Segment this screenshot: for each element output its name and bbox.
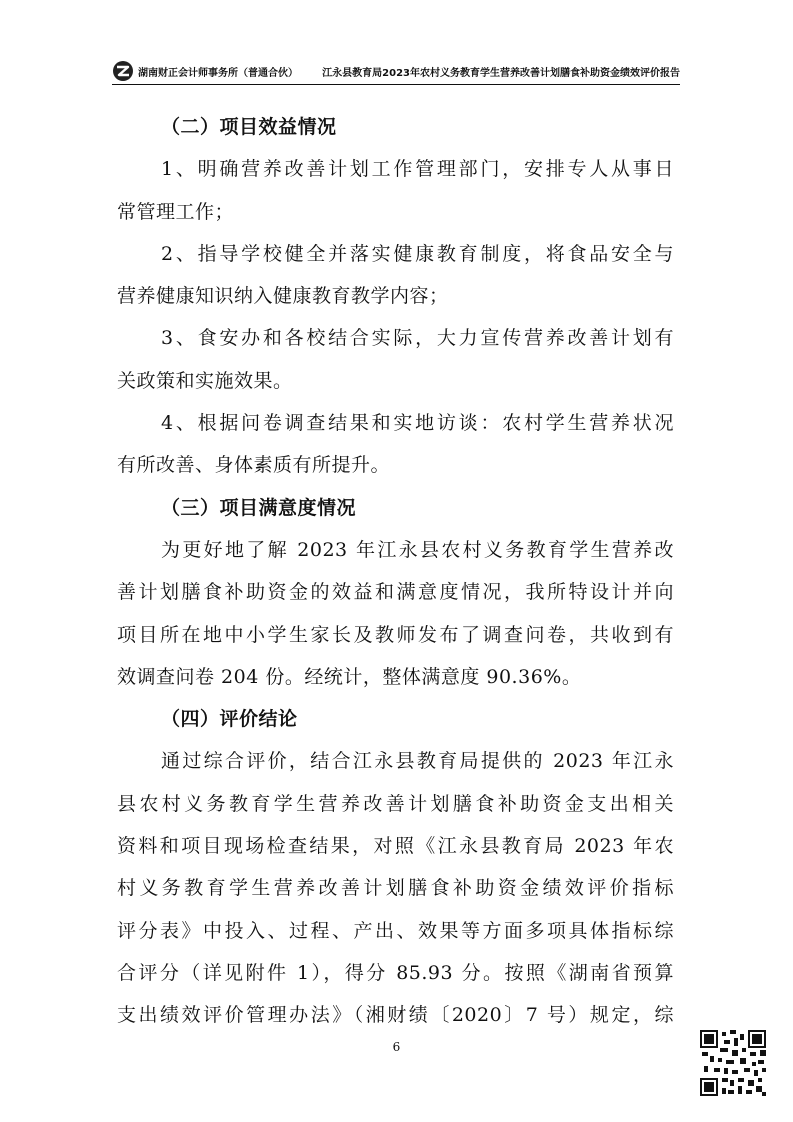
paragraph-line: 为更好地了解 2023 年江永县农村义务教育学生营养改	[161, 538, 674, 561]
page-number: 6	[392, 1040, 401, 1054]
paragraph-line: 关政策和实施效果。	[117, 369, 293, 392]
paragraph-line: 常管理工作；	[117, 200, 235, 223]
paragraph-line: 4、根据问卷调查结果和实地访谈：农村学生营养状况	[161, 412, 674, 435]
paragraph-line: 通过综合评价，结合江永县教育局提供的 2023 年江永	[161, 750, 674, 773]
paragraph-line: 评分表》中投入、过程、产出、效果等方面多项具体指标综	[117, 919, 674, 942]
paragraph-line: 效调查问卷 204 份。经统计，整体满意度 90.36%。	[117, 665, 582, 688]
section-heading: （三）项目满意度情况	[161, 496, 357, 519]
paragraph-line: 支出绩效评价管理办法》（湘财绩〔2020〕7 号）规定，综	[117, 1004, 674, 1027]
header-firm-name: 湖南财正会计师事务所（普通合伙）	[138, 68, 298, 79]
section-heading: （四）评价结论	[161, 708, 298, 731]
firm-logo-icon	[112, 60, 134, 82]
paragraph-line: 项目所在地中小学生家长及教师发布了调查问卷，共收到有	[117, 623, 674, 646]
paragraph-line: 县农村义务教育学生营养改善计划膳食补助资金支出相关	[117, 792, 674, 815]
paragraph-line: 合评分（详见附件 1），得分 85.93 分。按照《湖南省预算	[117, 961, 674, 984]
paragraph-line: 3、食安办和各校结合实际，大力宣传营养改善计划有	[161, 327, 674, 350]
paragraph-line: 善计划膳食补助资金的效益和满意度情况，我所特设计并向	[117, 581, 674, 604]
document-body	[117, 106, 674, 1037]
paragraph-line: 有所改善、身体素质有所提升。	[117, 454, 391, 477]
paragraph-line: 资料和项目现场检查结果，对照《江永县教育局 2023 年农	[117, 835, 674, 858]
page-header	[112, 60, 680, 82]
section-heading: （二）项目效益情况	[161, 116, 337, 138]
header-divider	[112, 84, 680, 85]
qr-code-icon	[700, 1030, 766, 1096]
paragraph-line: 村义务教育学生营养改善计划膳食补助资金绩效评价指标	[117, 877, 674, 900]
paragraph-line: 1、明确营养改善计划工作管理部门，安排专人从事日	[161, 158, 674, 181]
paragraph-line: 2、指导学校健全并落实健康教育制度，将食品安全与	[161, 242, 674, 265]
header-report-title: 江永县教育局2023年农村义务教育学生营养改善计划膳食补助资金绩效评价报告	[322, 68, 680, 79]
paragraph-line: 营养健康知识纳入健康教育教学内容；	[117, 285, 449, 308]
